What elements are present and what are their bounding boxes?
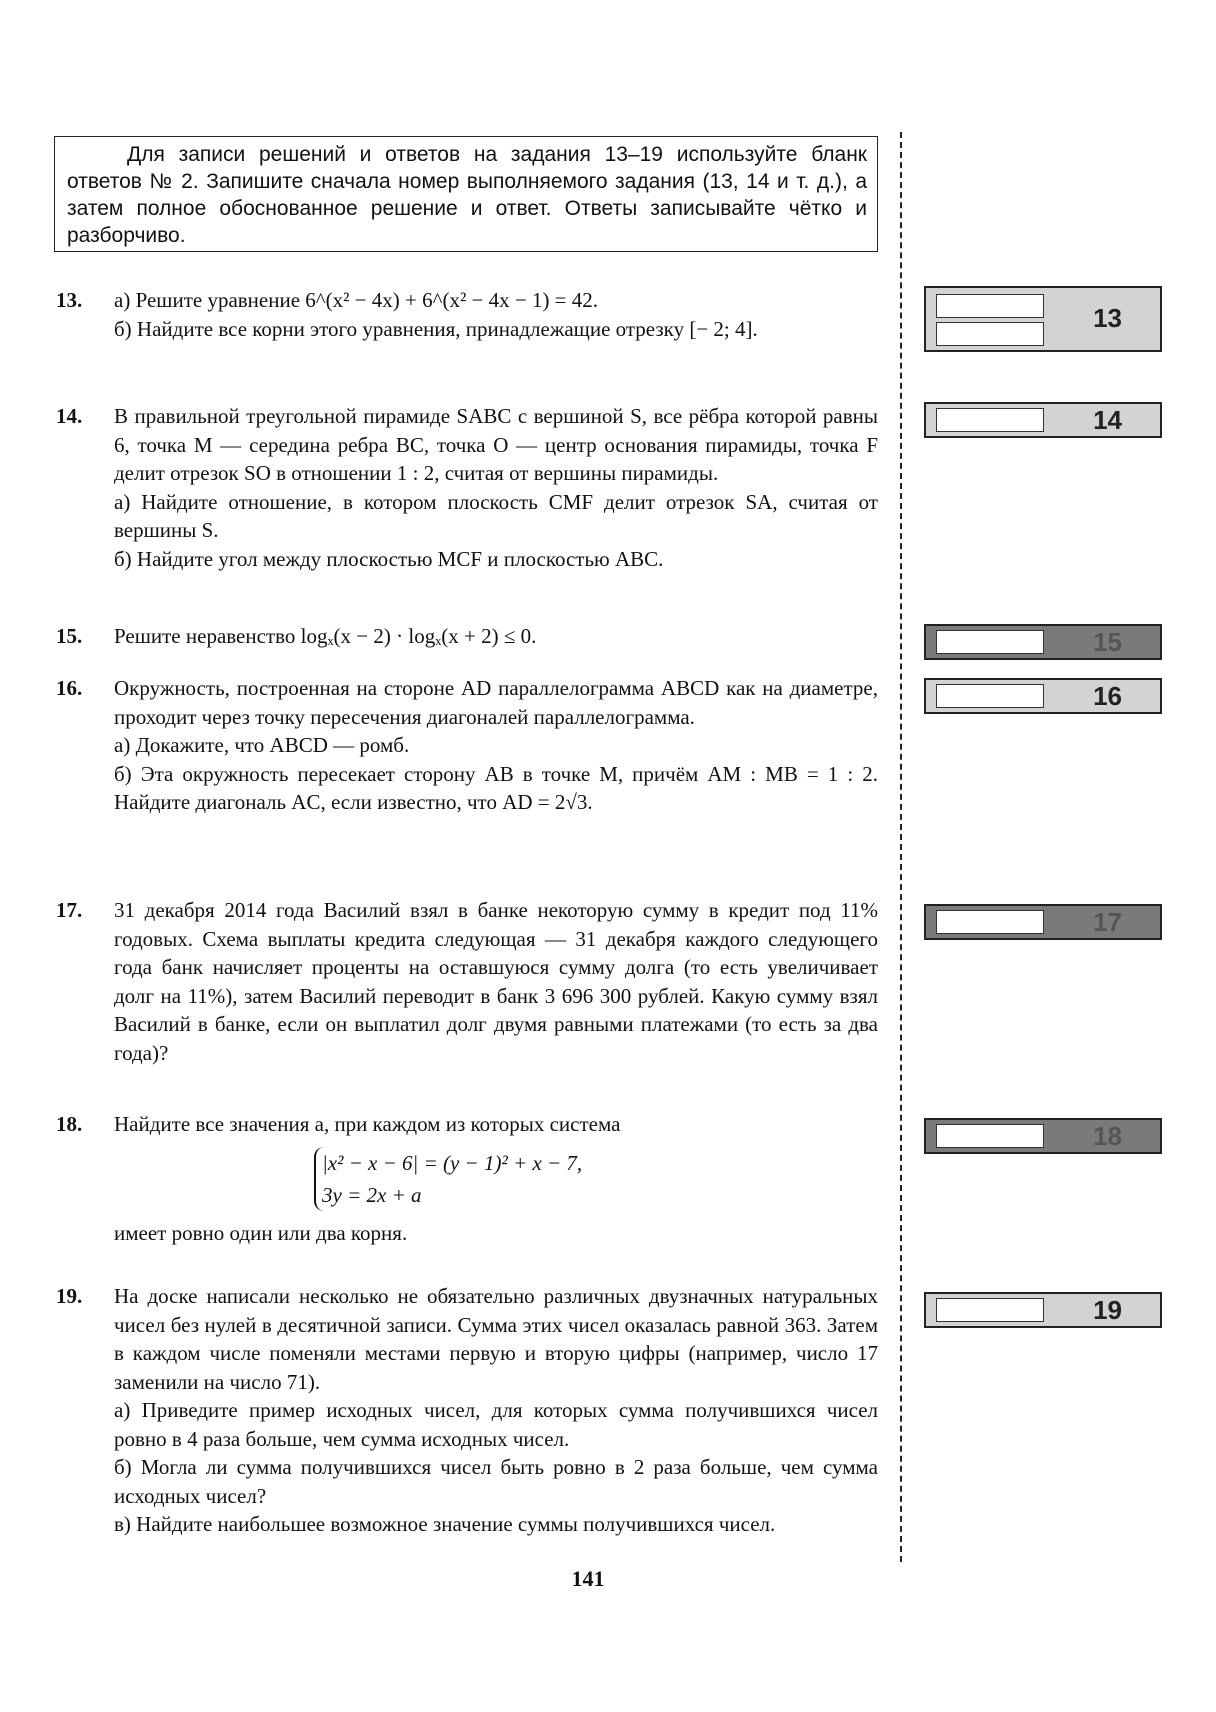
answer-box-19: [924, 1292, 1162, 1328]
answer-box-label: 15: [1093, 627, 1122, 657]
answer-field[interactable]: [936, 294, 1044, 318]
answer-box-label: 18: [1093, 1121, 1122, 1151]
answer-field[interactable]: [936, 408, 1044, 432]
answer-box-label: 13: [1093, 303, 1122, 333]
answer-field[interactable]: [936, 1298, 1044, 1322]
task-line: 31 декабря 2014 года Василий взял в банке некоторую сумму в кредит под 11% годовых. Схема выплаты кредита следующая — 31 декабря каждого следующего года банк начисляет проценты на оставшуюся сумму долга (то есть увеличивает долг на 11%), затем Василий переводит в банк 3 696 300 рублей. Какую сумму взял Василий в банке, если он выплатил долг двумя равными платежами (то есть за два года)?: [114, 898, 878, 1065]
task-18: [56, 1110, 878, 1247]
task-line: б) Могла ли сумма получившихся чисел быть ровно в 2 раза больше, чем сумма исходных чисел?: [114, 1455, 878, 1508]
answer-field[interactable]: [936, 684, 1044, 708]
task-line: б) Эта окружность пересекает сторону AB в точке M, причём AM : MB = 1 : 2. Найдите диагональ AC, если известно, что AD = 2√3.: [114, 761, 878, 814]
task-line: в) Найдите наибольшее возможное значение суммы получившихся чисел.: [114, 1512, 776, 1536]
task-14: [56, 402, 878, 573]
task-line: На доске написали несколько не обязательно различных двузначных натуральных чисел без нулей в десятичной записи. Сумма этих чисел оказалась равной 363. Затем в каждом числе поменяли местами первую и вторую цифры (например, число 17 заменили на число 71).: [114, 1284, 878, 1394]
answer-box-label: 16: [1093, 681, 1122, 711]
task-line: имеет ровно один или два корня.: [114, 1220, 408, 1245]
task-line: Решите неравенство logₓ(x − 2) · logₓ(x + 2) ≤ 0.: [114, 624, 537, 648]
task-19: [56, 1282, 878, 1539]
task-15: [56, 622, 878, 651]
answer-box-label: 19: [1093, 1295, 1122, 1325]
answer-box-15: [924, 624, 1162, 660]
task-number: 16.: [56, 676, 83, 700]
instructions-text: Для записи решений и ответов на задания 13–19 используйте бланк ответов № 2. Запишите сначала номер выполняемого задания (13, 14 и т. д.), а затем полное обоснованное решение и ответ. Ответы записывайте чётко и разборчиво.: [67, 143, 867, 247]
task-line: б) Найдите угол между плоскостью MCF и плоскостью ABC.: [114, 546, 664, 571]
task-17: [56, 896, 878, 1067]
task-13: [56, 286, 878, 343]
task-number: 19.: [56, 1284, 83, 1308]
answer-box-16: [924, 678, 1162, 714]
equation-1: |x² − x − 6| = (y − 1)² + x − 7,: [322, 1150, 583, 1175]
task-line: Окружность, построенная на стороне AD параллелограмма ABCD как на диаметре, проходит через точку пересечения диагоналей параллелограмма.: [114, 676, 878, 729]
answer-box-13: [924, 286, 1162, 352]
page-number: 141: [571, 1566, 605, 1591]
task-16: [56, 674, 878, 817]
answer-field[interactable]: [936, 630, 1044, 654]
answer-box-label: 14: [1093, 405, 1122, 435]
answer-field[interactable]: [936, 1124, 1044, 1148]
equation-system: [314, 1147, 582, 1211]
task-number: 14.: [56, 404, 83, 428]
task-number: 15.: [56, 624, 83, 648]
task-line: б) Найдите все корни этого уравнения, принадлежащие отрезку [− 2; 4].: [114, 316, 758, 341]
task-line: а) Решите уравнение 6^(x² − 4x) + 6^(x² − 4x − 1) = 42.: [114, 288, 599, 312]
task-number: 17.: [56, 898, 83, 922]
task-line: а) Приведите пример исходных чисел, для которых сумма получившихся чисел ровно в 4 раза больше, чем сумма исходных чисел.: [114, 1398, 878, 1451]
answer-box-14: [924, 402, 1162, 438]
answer-box-17: [924, 904, 1162, 940]
task-line: а) Докажите, что ABCD — ромб.: [114, 733, 410, 757]
cut-line: [900, 132, 902, 1562]
task-number: 18.: [56, 1112, 83, 1136]
answer-field[interactable]: [936, 910, 1044, 934]
answer-box-label: 17: [1093, 907, 1122, 937]
equation-2: 3y = 2x + a: [322, 1182, 422, 1207]
answer-field[interactable]: [936, 322, 1044, 346]
answer-box-18: [924, 1118, 1162, 1154]
task-line: Найдите все значения a, при каждом из которых система: [114, 1112, 621, 1136]
instructions-box: [54, 136, 878, 252]
task-line: а) Найдите отношение, в котором плоскость CMF делит отрезок SA, считая от вершины S.: [114, 489, 878, 542]
task-number: 13.: [56, 288, 83, 312]
task-line: В правильной треугольной пирамиде SABC с вершиной S, все рёбра которой равны 6, точка M — середина ребра BC, точка O — центр основания пирамиды, точка F делит отрезок SO в отношении 1 : 2, считая от вершины пирамиды.: [114, 404, 878, 485]
